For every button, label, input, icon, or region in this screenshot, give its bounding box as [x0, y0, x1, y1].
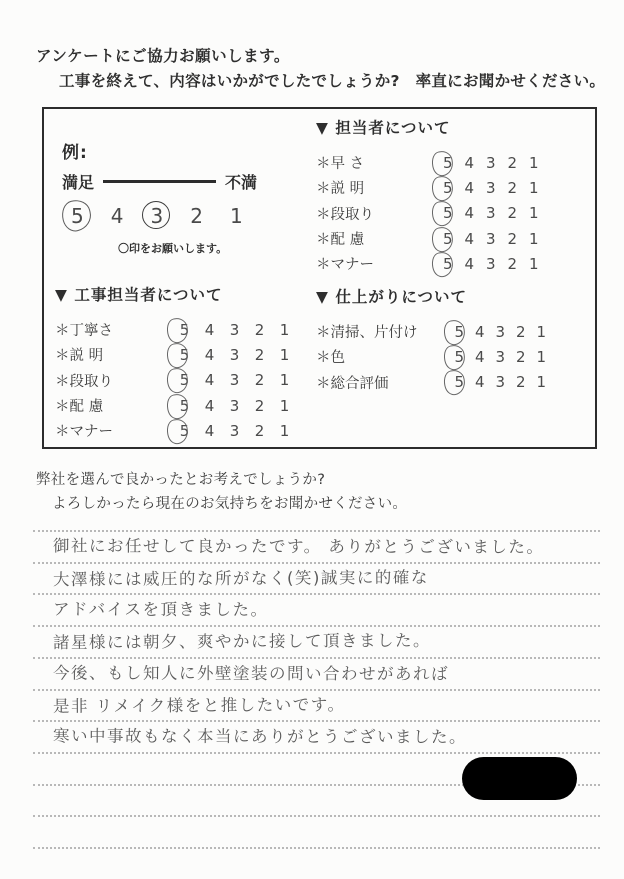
rating-label: ＊配 慮 — [316, 232, 365, 249]
rating-option: 1 — [528, 204, 539, 223]
example-scale — [62, 204, 257, 228]
rating-option: 4 — [464, 204, 475, 223]
handwritten-line: 御社にお任せして良かったです。 ありがとうございました。 — [52, 536, 545, 557]
rating-option: 2 — [254, 396, 265, 415]
rating-option: 2 — [254, 345, 265, 364]
rating-option: 1 — [528, 153, 539, 172]
rating-row — [55, 368, 297, 393]
example-scale-number: 1 — [229, 204, 243, 228]
rating-label: ＊総合評価 — [316, 375, 389, 392]
ruled-line — [33, 847, 600, 849]
rating-option: 4 — [464, 254, 475, 273]
rating-option: 5 — [449, 373, 470, 391]
handwritten-line: 是非 リメイク様をと推したいです。 — [52, 694, 346, 716]
section-finish — [316, 285, 552, 395]
example-scale-number: 3 — [150, 204, 164, 228]
rating-option: 1 — [279, 345, 290, 364]
rating-option: 5 — [437, 179, 459, 197]
redaction-mark — [462, 757, 577, 800]
section-title: ▼ 仕上がりについて — [316, 288, 468, 306]
handwritten-line: 今後、もし知人に外壁塗装の問い合わせがあれば — [52, 663, 450, 684]
header-line1: アンケートにご協力お願いします。 — [36, 47, 290, 65]
rating-option: 5 — [437, 204, 459, 222]
rating-label: ＊早 さ — [316, 156, 365, 173]
rating-scale — [437, 154, 545, 172]
rating-scale — [172, 321, 297, 339]
rating-option: 4 — [204, 421, 215, 440]
rating-scale — [437, 230, 545, 248]
rating-option: 3 — [229, 320, 240, 339]
rating-option: 1 — [279, 396, 290, 415]
rating-option: 4 — [474, 347, 485, 366]
rating-option: 1 — [536, 373, 547, 392]
rating-scale — [449, 348, 552, 366]
rating-option: 4 — [464, 153, 475, 172]
rating-option: 5 — [172, 346, 197, 364]
rating-option: 3 — [495, 347, 506, 366]
rating-option: 1 — [528, 229, 539, 248]
rating-label: ＊マナー — [316, 257, 374, 274]
example-scale-number: 5 — [71, 204, 84, 228]
rating-option: 2 — [254, 320, 265, 339]
rating-option: 2 — [507, 178, 518, 197]
rating-option: 4 — [464, 178, 475, 197]
prompt-line2: よろしかったら現在のお気持ちをお聞かせください。 — [52, 496, 408, 512]
rating-option: 5 — [172, 321, 197, 339]
rating-option: 2 — [507, 254, 518, 273]
rating-option: 3 — [229, 371, 240, 390]
rating-option: 3 — [229, 421, 240, 440]
rating-option: 4 — [464, 229, 475, 248]
rating-option: 2 — [507, 229, 518, 248]
section-title: ▼ 担当者について — [316, 119, 451, 137]
rating-option: 2 — [507, 153, 518, 172]
rating-option: 2 — [507, 204, 518, 223]
prompt-line1: 弊社を選んで良かったとお考えでしょうか? — [36, 472, 326, 488]
rating-option: 3 — [485, 153, 496, 172]
rating-option: 2 — [254, 371, 265, 390]
rating-option: 5 — [172, 397, 197, 415]
rating-scale — [172, 397, 297, 415]
scale-line — [103, 180, 216, 183]
rating-option: 4 — [204, 396, 215, 415]
rating-scale — [172, 422, 297, 440]
rating-scale — [437, 179, 545, 197]
rating-option: 2 — [254, 421, 265, 440]
rating-row — [316, 370, 552, 395]
rating-option: 1 — [528, 254, 539, 273]
rating-option: 4 — [204, 371, 215, 390]
rating-option: 3 — [229, 345, 240, 364]
header-line2: 工事を終えて、内容はいかがでしたでしょうか? 率直にお聞かせください。 — [59, 72, 606, 90]
example-scale-labels — [62, 170, 257, 193]
rating-option: 3 — [485, 229, 496, 248]
ruled-line — [33, 752, 600, 754]
rating-row — [316, 201, 545, 226]
rating-scale — [437, 255, 545, 273]
rating-label: ＊段取り — [55, 373, 113, 390]
rating-row — [55, 317, 297, 342]
rating-scale — [437, 204, 545, 222]
rating-option: 4 — [204, 320, 215, 339]
rating-option: 5 — [449, 323, 470, 341]
rating-scale — [172, 346, 297, 364]
rating-label: ＊丁寧さ — [55, 323, 113, 340]
rating-option: 2 — [515, 322, 526, 341]
section-construction-staff — [55, 283, 297, 443]
rating-label: ＊清掃、片付け — [316, 325, 418, 342]
rating-option: 5 — [449, 348, 470, 366]
rating-label: ＊配 慮 — [55, 399, 104, 416]
rating-option: 5 — [437, 255, 459, 273]
rating-option: 4 — [204, 345, 215, 364]
rating-option: 3 — [229, 396, 240, 415]
rating-row — [316, 319, 552, 344]
rating-option: 3 — [495, 373, 506, 392]
rating-option: 3 — [485, 178, 496, 197]
rating-option: 5 — [172, 422, 197, 440]
rating-option: 1 — [279, 371, 290, 390]
rating-label: ＊説 明 — [316, 181, 365, 198]
rating-row — [55, 342, 297, 367]
satisfied-label: 満足 — [62, 173, 95, 192]
rating-row — [55, 418, 297, 443]
example-block — [62, 138, 257, 256]
example-scale-number: 4 — [110, 204, 124, 228]
section-staff — [316, 116, 545, 276]
rating-label: ＊説 明 — [55, 348, 104, 365]
rating-scale — [172, 371, 297, 389]
rating-row — [316, 344, 552, 369]
rating-option: 1 — [279, 421, 290, 440]
rating-option: 5 — [437, 154, 459, 172]
rating-option: 1 — [536, 322, 547, 341]
rating-option: 3 — [485, 254, 496, 273]
rating-option: 5 — [437, 230, 459, 248]
handwritten-line: 大澤様には威圧的な所がなく(笑)誠実に的確な — [52, 567, 429, 589]
rating-option: 1 — [279, 320, 290, 339]
rating-option: 2 — [515, 373, 526, 392]
rating-scale — [449, 323, 552, 341]
rating-label: ＊色 — [316, 350, 345, 367]
rating-row — [55, 393, 297, 418]
rating-option: 4 — [474, 322, 485, 341]
rating-row — [316, 226, 545, 251]
rating-label: ＊段取り — [316, 206, 374, 223]
example-label: 例: — [62, 143, 88, 163]
rating-row — [316, 251, 545, 276]
ruled-line — [33, 815, 600, 817]
dissatisfied-label: 不満 — [225, 173, 258, 192]
rating-option: 3 — [495, 322, 506, 341]
rating-option: 2 — [515, 347, 526, 366]
handwritten-line: 寒い中事故もなく本当にありがとうございました。 — [52, 726, 468, 747]
example-scale-number: 2 — [190, 204, 203, 228]
section-title: ▼ 工事担当者について — [55, 286, 223, 304]
rating-option: 5 — [172, 371, 197, 389]
circle-instruction: 〇印をお願いします。 — [118, 242, 228, 255]
rating-row — [316, 150, 545, 175]
rating-option: 1 — [536, 347, 547, 366]
rating-option: 1 — [528, 178, 539, 197]
handwritten-line: 諸星様には朝夕、爽やかに接して頂きました。 — [52, 630, 432, 653]
rating-label: ＊マナー — [55, 424, 113, 441]
rating-row — [316, 175, 545, 200]
rating-option: 4 — [474, 373, 485, 392]
rating-option: 3 — [485, 204, 496, 223]
rating-scale — [449, 373, 552, 391]
handwritten-line: アドバイスを頂きました。 — [52, 600, 269, 620]
